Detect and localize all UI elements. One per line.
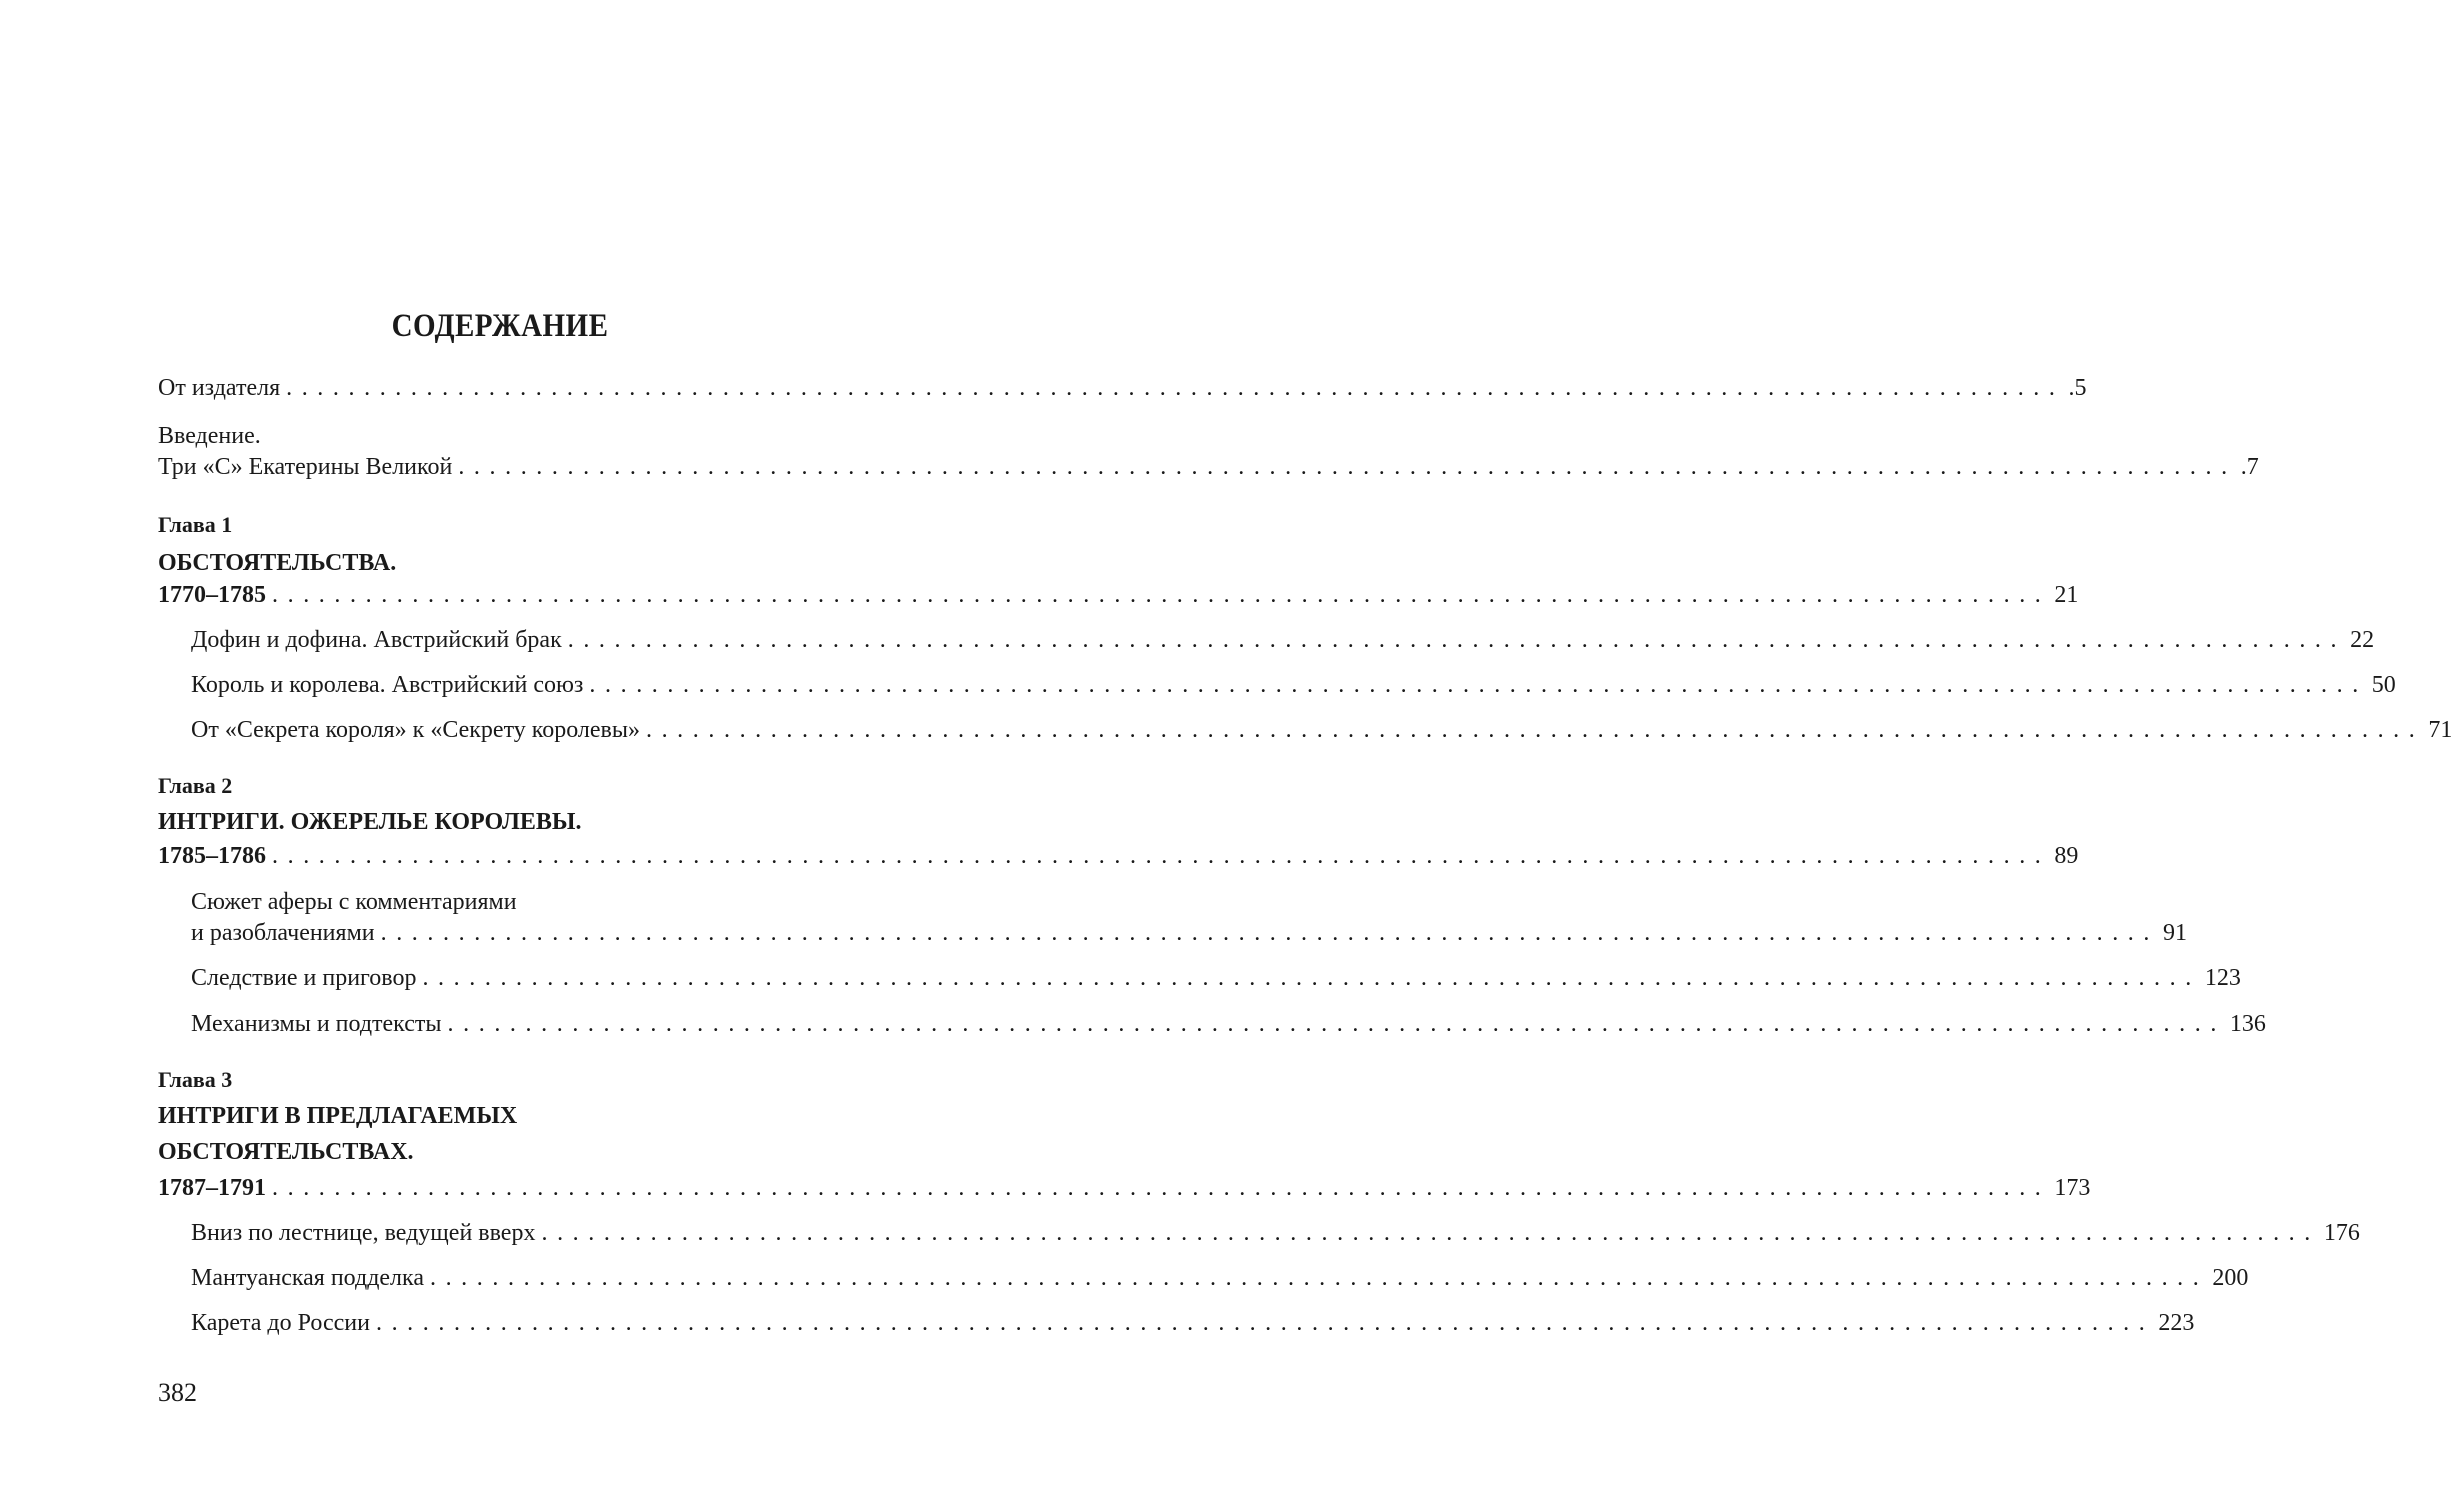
toc-entry-intro[interactable]	[158, 452, 2259, 482]
toc-section[interactable]	[191, 625, 2375, 655]
page-folio: 382	[158, 1378, 197, 1407]
toc-section-label: Дофин и дофина. Австрийский брак	[191, 627, 562, 653]
toc-entry-chapter-2[interactable]	[158, 841, 2079, 871]
toc-section[interactable]	[191, 963, 2241, 993]
toc-entry-chapter-3[interactable]	[158, 1173, 2091, 1203]
leader-dots: ..................................................................................................................	[645, 717, 2425, 743]
leader-dots: ..................................................................................................................	[447, 1011, 2226, 1037]
toc-page-number: 200	[2212, 1265, 2249, 1291]
toc-section[interactable]	[191, 1263, 2249, 1293]
toc-section-label: Мантуанская подделка	[191, 1265, 424, 1291]
leader-dots: ..................................................................................................................	[286, 375, 2065, 401]
chapter-2-label: Глава 2	[158, 773, 233, 798]
toc-section[interactable]	[191, 715, 2452, 745]
toc-page-number: 91	[2163, 920, 2188, 946]
leader-dots: ..................................................................................................................	[429, 1265, 2209, 1291]
leader-dots: ..................................................................................................................	[380, 920, 2160, 946]
toc-page-number: 71	[2428, 717, 2452, 743]
toc-entry-publisher[interactable]	[158, 373, 2087, 403]
page-title: СОДЕРЖАНИЕ	[391, 308, 609, 344]
toc-page-number: 21	[2054, 582, 2079, 608]
toc-page-number: 22	[2350, 627, 2375, 653]
leader-dots: ..................................................................................................................	[541, 1220, 2320, 1246]
leader-dots: ..................................................................................................................	[458, 454, 2237, 480]
toc-section[interactable]	[191, 1009, 2266, 1039]
leader-dots: ..................................................................................................................	[272, 843, 2051, 869]
toc-section[interactable]	[191, 1308, 2195, 1338]
toc-entry-label: От издателя	[158, 375, 281, 401]
toc-section-label: Механизмы и подтексты	[191, 1011, 442, 1037]
toc-section-label: От «Секрета короля» к «Секрету королевы»	[191, 717, 640, 743]
toc-page-number: 89	[2054, 843, 2079, 869]
toc-page-number: 173	[2054, 1175, 2091, 1201]
chapter-years: 1770–1785	[158, 582, 266, 608]
chapter-3-title-line1: ИНТРИГИ В ПРЕДЛАГАЕМЫХ	[158, 1103, 518, 1129]
toc-section[interactable]	[191, 1218, 2360, 1248]
chapter-3-label: Глава 3	[158, 1067, 233, 1092]
toc-section-label: Следствие и приговор	[191, 965, 417, 991]
toc-section-label: Карета до России	[191, 1310, 370, 1336]
toc-section[interactable]	[191, 918, 2188, 948]
chapter-3-title-line2: ОБСТОЯТЕЛЬСТВАХ.	[158, 1139, 414, 1165]
chapter-1-label: Глава 1	[158, 512, 233, 537]
toc-section[interactable]	[191, 670, 2396, 700]
toc-intro-heading: Введение.	[158, 423, 261, 449]
leader-dots: ..................................................................................................................	[272, 582, 2051, 608]
leader-dots: ..................................................................................................................	[589, 672, 2368, 698]
toc-entry-label: Три «С» Екатерины Великой	[158, 454, 453, 480]
toc-page-number: .5	[2068, 375, 2087, 401]
leader-dots: ..................................................................................................................	[375, 1310, 2155, 1336]
chapter-2-title: ИНТРИГИ. ОЖЕРЕЛЬЕ КОРОЛЕВЫ.	[158, 809, 582, 835]
toc-entry-chapter-1[interactable]	[158, 580, 2079, 610]
toc-page-number: 223	[2158, 1310, 2195, 1336]
toc-page-number: 136	[2229, 1011, 2266, 1037]
leader-dots: ..................................................................................................................	[272, 1175, 2051, 1201]
toc-section-label: Король и королева. Австрийский союз	[191, 672, 584, 698]
chapter-years: 1785–1786	[158, 843, 266, 869]
chapter-1-title: ОБСТОЯТЕЛЬСТВА.	[158, 550, 397, 576]
toc-page-number: .7	[2240, 454, 2259, 480]
toc-page-number: 123	[2204, 965, 2241, 991]
toc-section-label: и разоблачениями	[191, 920, 375, 946]
toc-page-number: 50	[2371, 672, 2396, 698]
leader-dots: ..................................................................................................................	[422, 965, 2201, 991]
toc-section-label: Вниз по лестнице, ведущей вверх	[191, 1220, 536, 1246]
leader-dots: ..................................................................................................................	[567, 627, 2347, 653]
toc-section-label-line1: Сюжет аферы с комментариями	[191, 889, 517, 915]
toc-page-number: 176	[2323, 1220, 2360, 1246]
chapter-years: 1787–1791	[158, 1175, 266, 1201]
